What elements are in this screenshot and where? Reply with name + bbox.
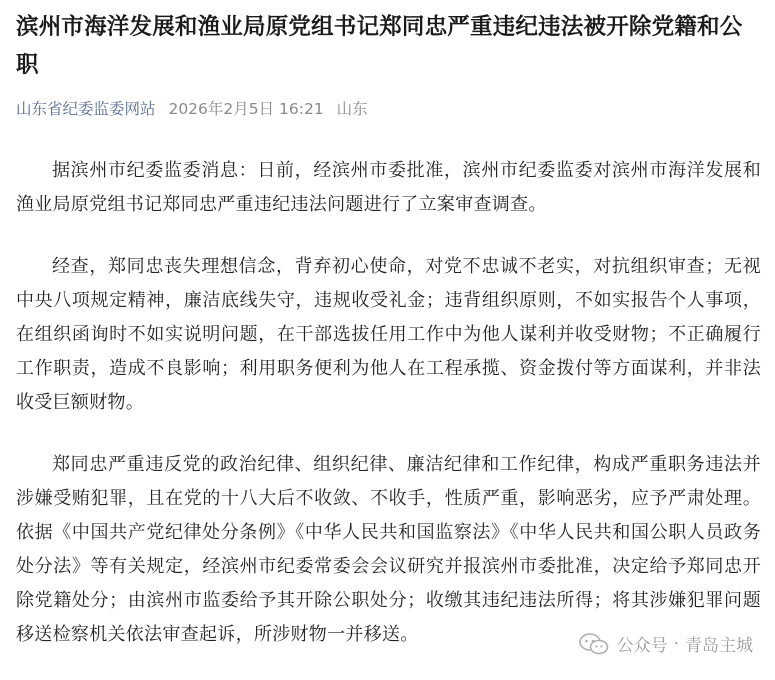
- article-paragraph: 郑同忠严重违反党的政治纪律、组织纪律、廉洁纪律和工作纪律，构成严重职务违法并涉嫌受贿犯罪，且在党的十八大后不收敛、不收手，性质严重，影响恶劣，应予严肃处理。依据《中国共产党纪律处分条例》《中华人民共和国监察法》《中华人民共和国公职人员政务处分法》等有关规定，经滨州市纪委常委会会议研究并报滨州市委批准，决定给予郑同忠开除党籍处分；由滨州市监委给予其开除公职处分；收缴其违纪违法所得；将其涉嫌犯罪问题移送检察机关依法审查起诉，所涉财物一并移送。: [16, 454, 761, 645]
- article-location: 山东: [336, 100, 368, 118]
- article-datetime: 2026年2月5日 16:21: [168, 100, 324, 118]
- watermark-separator: ·: [673, 633, 679, 654]
- article-paragraph: 据滨州市纪委监委消息：日前，经滨州市委批准，滨州市纪委监委对滨州市海洋发展和渔业局原党组书记郑同忠严重违纪违法问题进行了立案审查调查。: [16, 160, 761, 215]
- article-meta: [16, 98, 761, 120]
- wechat-watermark: [579, 631, 753, 656]
- wechat-icon: [579, 633, 609, 655]
- article-paragraph: 经查，郑同忠丧失理想信念，背弃初心使命，对党不忠诚不老实，对抗组织审查；无视中央八项规定精神，廉洁底线失守，违规收受礼金；违背组织原则，不如实报告个人事项，在组织函询时不如实说明问题，在干部选拔任用工作中为他人谋利并收受财物；不正确履行工作职责，造成不良影响；利用职务便利为他人在工程承揽、资金拨付等方面谋利，并非法收受巨额财物。: [16, 256, 761, 413]
- article-source-link[interactable]: 山东省纪委监委网站: [16, 100, 156, 118]
- watermark-account-name: 青岛主城: [685, 636, 753, 656]
- article-title: 滨州市海洋发展和渔业局原党组书记郑同忠严重违纪违法被开除党籍和公职: [16, 14, 743, 78]
- article: [16, 8, 761, 680]
- watermark-prefix: 公众号: [616, 636, 668, 656]
- article-body: [16, 154, 761, 652]
